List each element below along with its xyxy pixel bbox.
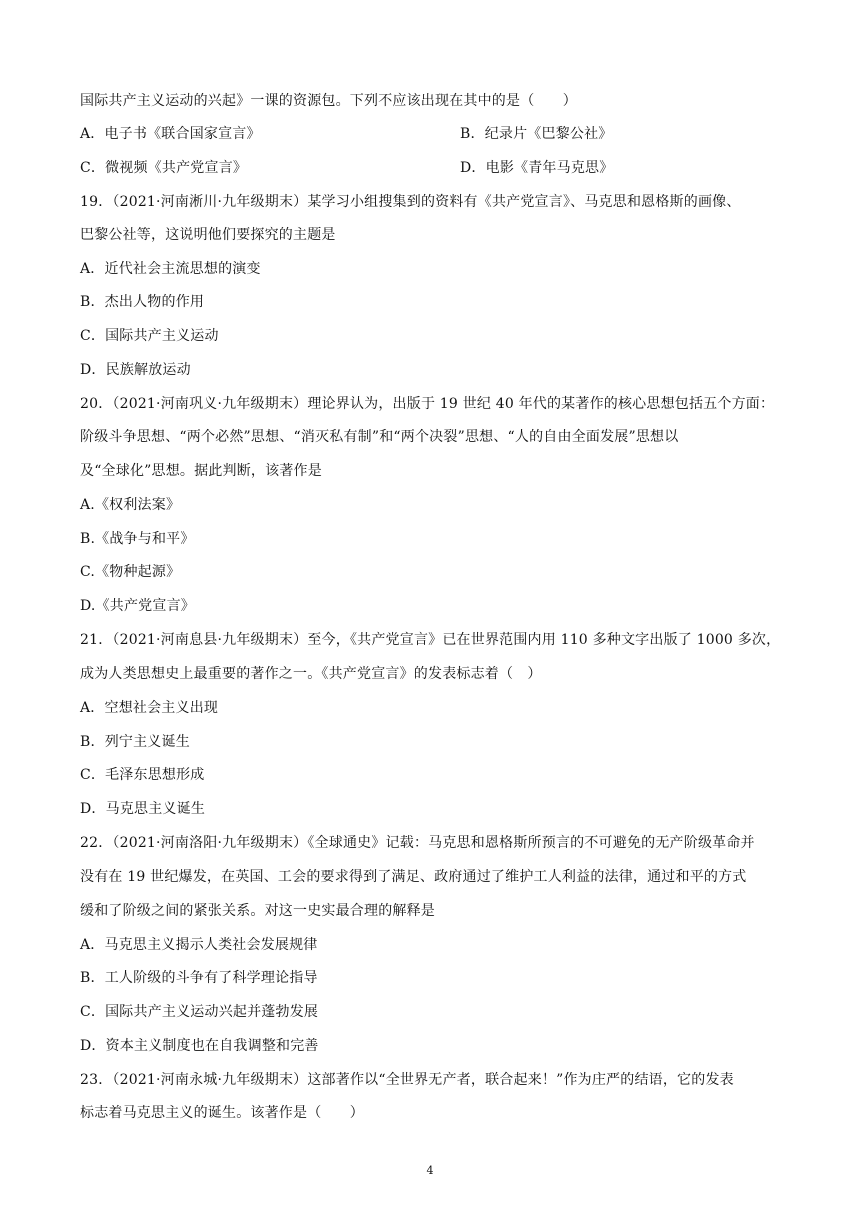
q21-option-b: B．列宁主义诞生 (80, 734, 190, 750)
q21-stem-line-2: 成为人类思想史上最重要的著作之一。《共产党宣言》的发表标志着（ ） (80, 666, 542, 682)
q20-stem-line-1: 20．（2021·河南巩义·九年级期末）理论界认为，出版于 19 世纪 40 年代的某著作的核心思想包括五个方面： (80, 396, 775, 412)
q20-stem-line-2: 阶级斗争思想、“两个必然”思想、“消灭私有制”和“两个决裂”思想、“人的自由全面发展”思想以 (80, 429, 679, 445)
q19-stem-line-2: 巴黎公社等，这说明他们要探究的主题是 (80, 227, 336, 243)
q18-option-c: C．微视频《共产党宣言》 (80, 160, 248, 176)
q22-stem-line-1: 22．（2021·河南洛阳·九年级期末）《全球通史》记载：马克思和恩格斯所预言的不可避免的无产阶级革命并 (80, 835, 755, 851)
q20-option-d: D.《共产党宣言》 (80, 598, 195, 614)
q20-option-c: C.《物种起源》 (80, 564, 181, 580)
q20-stem-line-3: 及“全球化”思想。据此判断，该著作是 (80, 463, 322, 479)
q23-stem-line-2: 标志着马克思主义的诞生。该著作是（ ） (80, 1105, 364, 1121)
q22-stem-line-2: 没有在 19 世纪爆发，在英国、工会的要求得到了满足、政府通过了维护工人利益的法律，通过和平的方式 (80, 869, 747, 885)
q22-option-b: B．工人阶级的斗争有了科学理论指导 (80, 970, 318, 986)
q22-stem-line-3: 缓和了阶级之间的紧张关系。对这一史实最合理的解释是 (80, 903, 435, 919)
q19-option-b: B．杰出人物的作用 (80, 294, 205, 310)
q18-option-d: D．电影《青年马克思》 (460, 160, 614, 176)
q18-stem: 国际共产主义运动的兴起》一课的资源包。下列不应该出现在其中的是（ ） (80, 93, 577, 109)
q19-option-a: A．近代社会主流思想的演变 (80, 261, 261, 277)
q21-option-a: A．空想社会主义出现 (80, 700, 219, 716)
page-number: 4 (426, 1164, 434, 1177)
q21-option-d: D．马克思主义诞生 (80, 801, 206, 817)
q22-option-d: D．资本主义制度也在自我调整和完善 (80, 1038, 319, 1054)
q18-row-1 (80, 125, 780, 143)
q21-stem-line-1: 21．（2021·河南息县·九年级期末）至今，《共产党宣言》已在世界范围内用 110 多种文字出版了 1000 多次， (80, 632, 781, 648)
q19-option-d: D．民族解放运动 (80, 362, 191, 378)
q19-stem-line-1: 19．（2021·河南淅川·九年级期末）某学习小组搜集到的资料有《共产党宣言》、马克思和恩格斯的画像、 (80, 194, 741, 210)
q23-stem-line-1: 23．（2021·河南永城·九年级期末）这部著作以“全世界无产者，联合起来！”作为庄严的结语，它的发表 (80, 1072, 734, 1088)
q18-option-b: B．纪录片《巴黎公社》 (460, 126, 613, 142)
q22-option-a: A．马克思主义揭示人类社会发展规律 (80, 937, 318, 953)
q18-option-a: A．电子书《联合国家宣言》 (80, 126, 261, 142)
q20-option-a: A.《权利法案》 (80, 497, 181, 513)
q20-option-b: B.《战争与和平》 (80, 531, 195, 547)
q18-row-2 (80, 159, 780, 177)
q21-option-c: C．毛泽东思想形成 (80, 767, 205, 783)
q19-option-c: C．国际共产主义运动 (80, 328, 219, 344)
q22-option-c: C．国际共产主义运动兴起并蓬勃发展 (80, 1004, 319, 1020)
